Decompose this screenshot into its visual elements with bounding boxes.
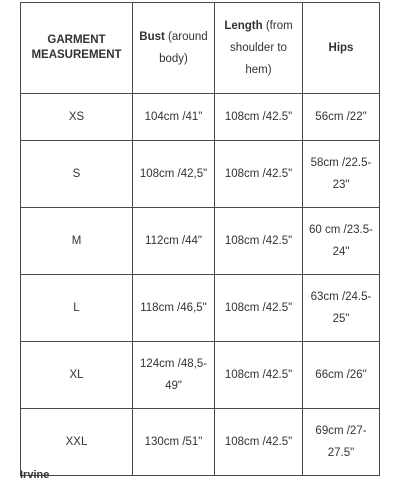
hips-cell: 60 cm /23.5-24" [303, 208, 380, 275]
header-bust-bold: Bust [139, 31, 165, 43]
size-cell: XS [21, 94, 133, 141]
hips-cell: 69cm /27-27.5" [303, 409, 380, 476]
table-row [21, 409, 380, 476]
header-length-rest: (from shoulder to hem) [230, 20, 293, 76]
length-cell: 108cm /42.5" [215, 342, 303, 409]
header-row [21, 3, 380, 94]
bust-cell: 130cm /51" [133, 409, 215, 476]
length-cell: 108cm /42.5" [215, 275, 303, 342]
table-row [21, 94, 380, 141]
hips-cell: 63cm /24.5-25" [303, 275, 380, 342]
header-hips [303, 3, 380, 94]
hips-cell: 66cm /26" [303, 342, 380, 409]
header-garment-measurement: GARMENT MEASUREMENT [21, 3, 133, 94]
table-row [21, 208, 380, 275]
table-row [21, 342, 380, 409]
length-cell: 108cm /42.5" [215, 409, 303, 476]
size-cell: M [21, 208, 133, 275]
size-cell: S [21, 141, 133, 208]
length-cell: 108cm /42.5" [215, 208, 303, 275]
header-hips-bold: Hips [328, 42, 354, 54]
header-bust [133, 3, 215, 94]
bust-cell: 112cm /44" [133, 208, 215, 275]
header-length-bold: Length [224, 20, 263, 32]
bust-cell: 118cm /46,5" [133, 275, 215, 342]
hips-cell: 56cm /22" [303, 94, 380, 141]
size-cell: XXL [21, 409, 133, 476]
size-cell: L [21, 275, 133, 342]
hips-cell: 58cm /22.5-23" [303, 141, 380, 208]
table-row [21, 141, 380, 208]
header-bust-rest: (around body) [159, 31, 208, 65]
bust-cell: 108cm /42,5" [133, 141, 215, 208]
bust-cell: 124cm /48,5-49" [133, 342, 215, 409]
length-cell: 108cm /42.5" [215, 141, 303, 208]
length-cell: 108cm /42.5" [215, 94, 303, 141]
table-row [21, 275, 380, 342]
caption-text: Irvine [20, 469, 50, 481]
size-chart-table [20, 2, 380, 476]
size-cell: XL [21, 342, 133, 409]
header-length [215, 3, 303, 94]
bust-cell: 104cm /41" [133, 94, 215, 141]
